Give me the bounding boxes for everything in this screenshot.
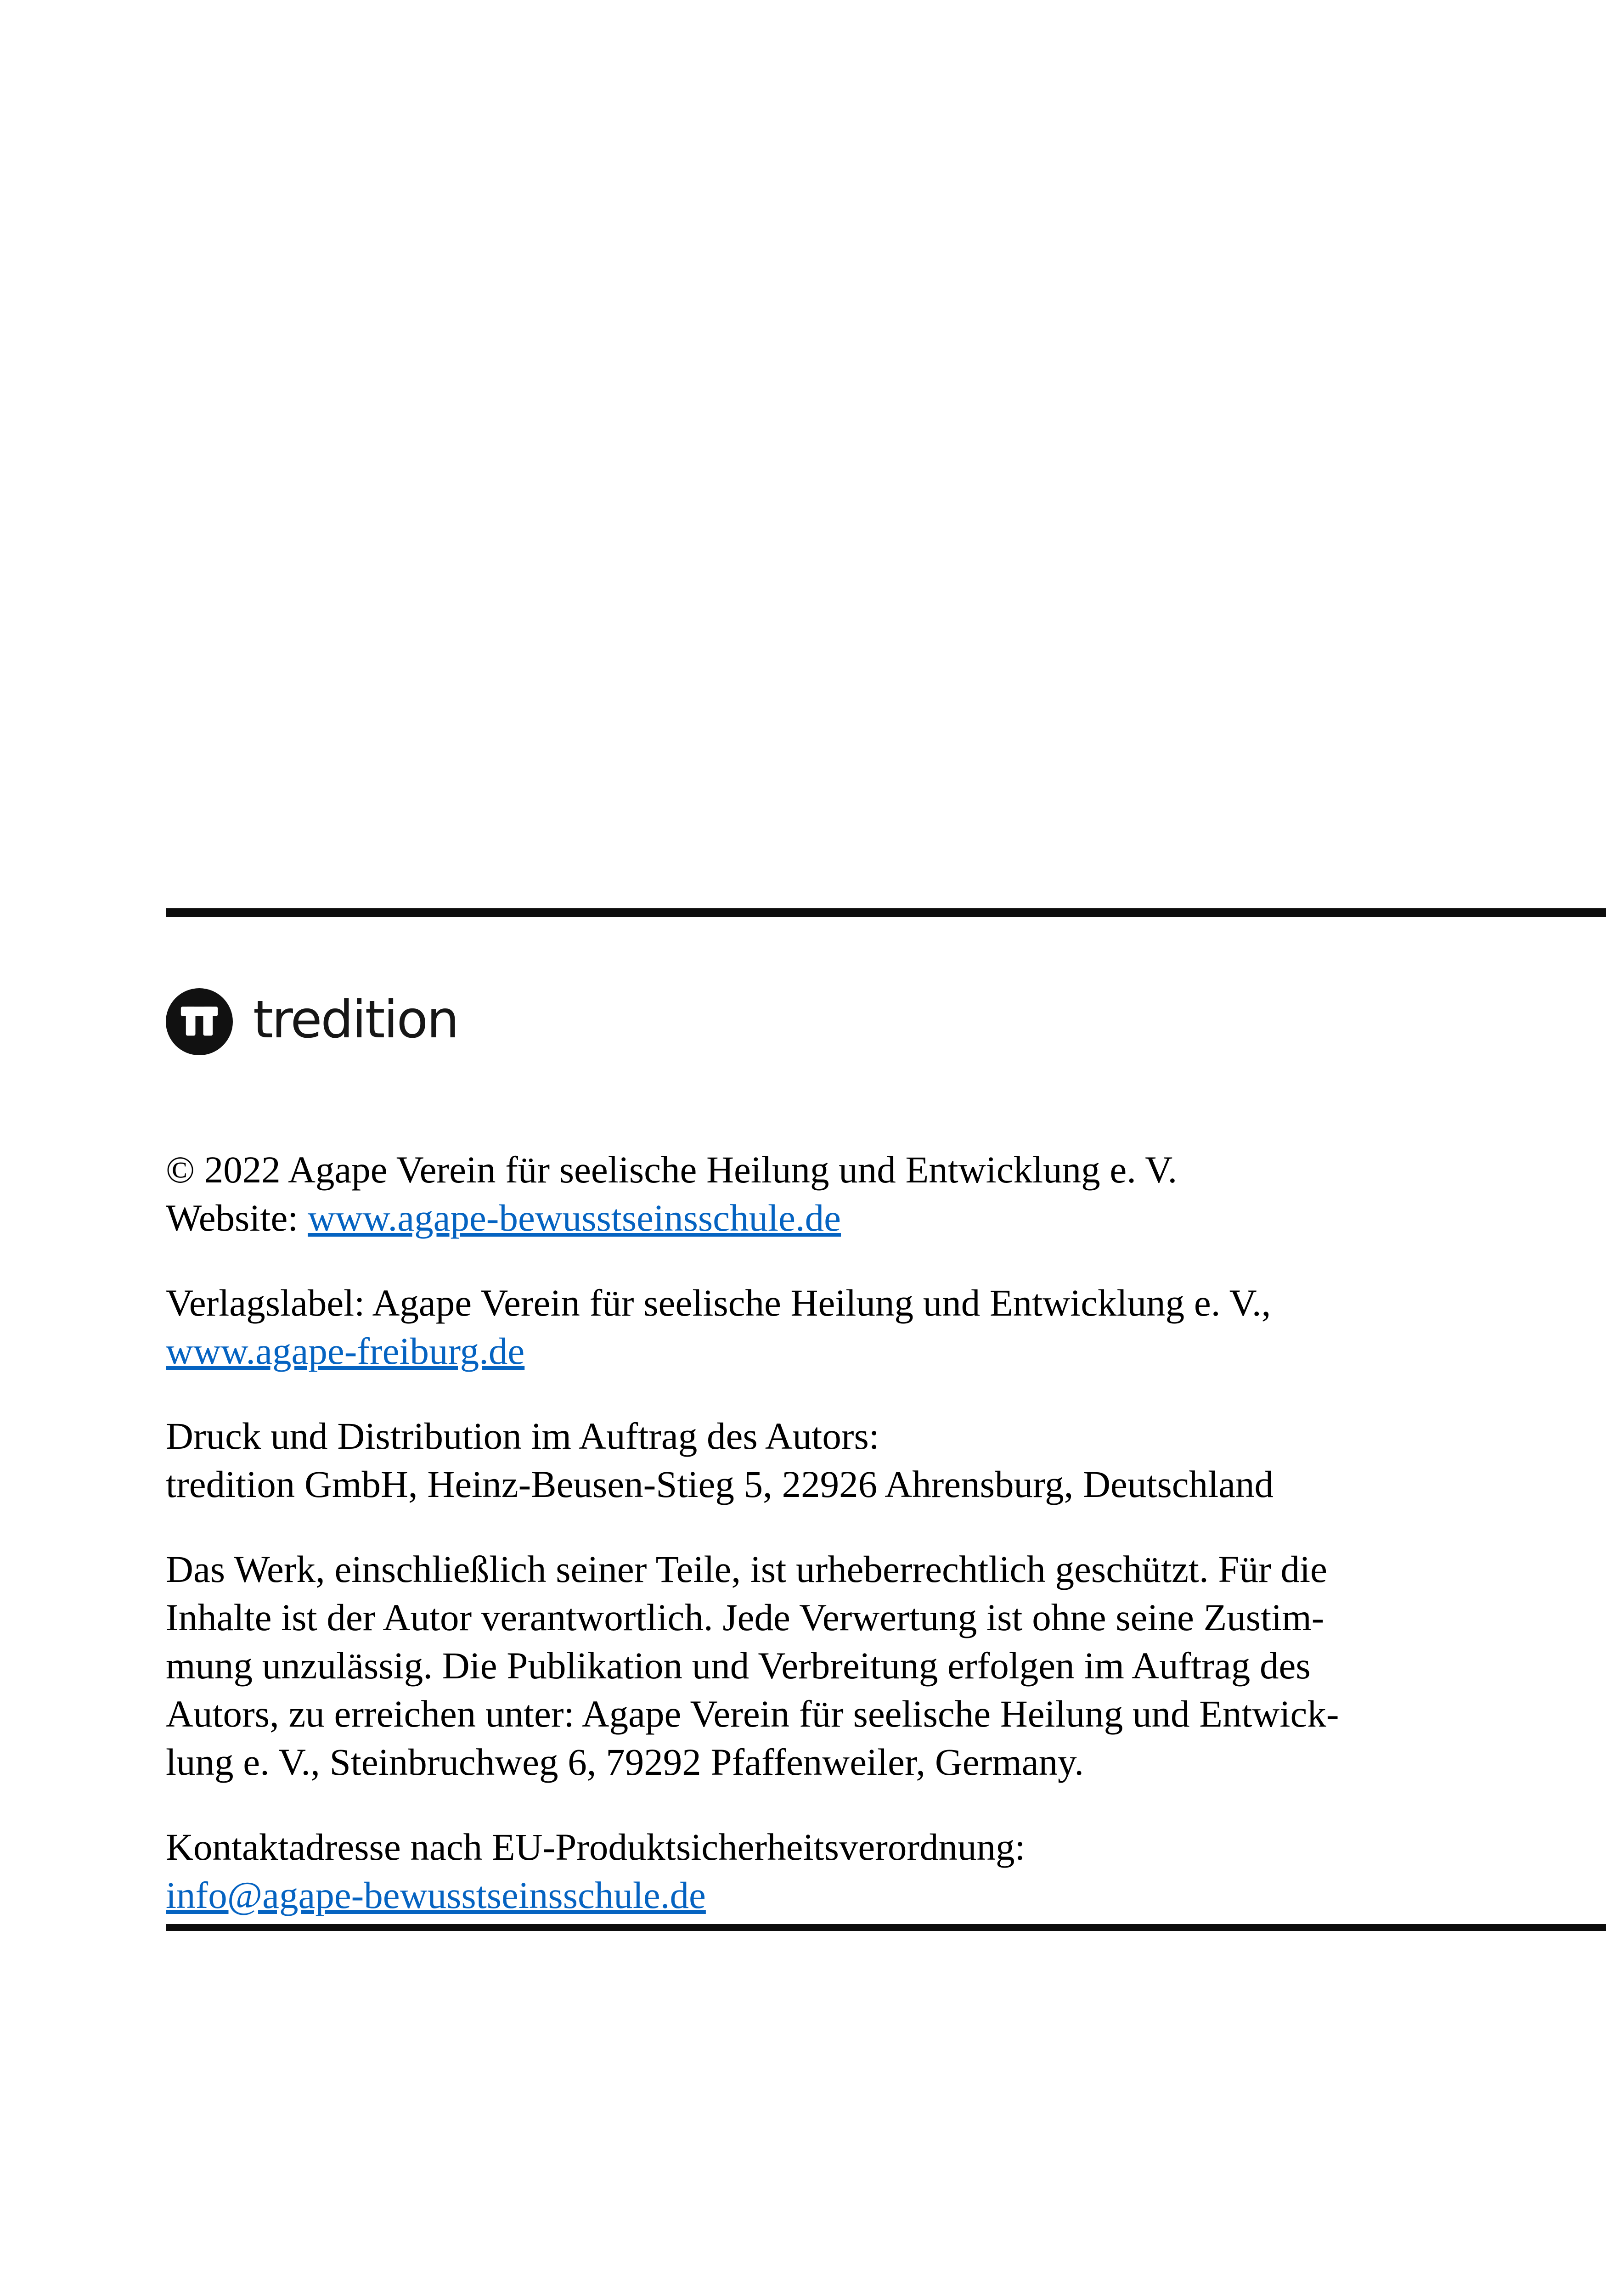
website-line [166,1194,1578,1242]
publisher-logo [166,987,1606,1056]
contact-link-line [166,1871,1578,1919]
website-label: Website: [166,1197,308,1239]
print-distribution-paragraph [166,1412,1578,1508]
contact-email-link[interactable]: info@agape-bewusstseinsschule.de [166,1874,706,1916]
rights-paragraph [166,1545,1578,1786]
publisher-label-line: Verlagslabel: Agape Verein für seelische Heilung und Entwicklung e. V., [166,1282,1271,1324]
print-distribution-line2: tredition GmbH, Heinz-Beusen-Stieg 5, 22926 Ahrensburg, Deutschland [166,1463,1274,1505]
bottom-divider [166,1924,1606,1931]
publisher-wordmark: tredition [253,990,458,1050]
rights-line: Das Werk, einschließlich seiner Teile, ist urheberrechtlich geschützt. Für die [166,1548,1327,1590]
imprint-text [166,1146,1606,1919]
rights-line: lung e. V., Steinbruchweg 6, 79292 Pfaffenweiler, Germany. [166,1741,1084,1783]
rights-line: mung unzulässig. Die Publikation und Verbreitung erfolgen im Auftrag des [166,1644,1311,1687]
rights-line: Inhalte ist der Autor verantwortlich. Jede Verwertung ist ohne seine Zustim- [166,1596,1324,1638]
publisher-link[interactable]: www.agape-freiburg.de [166,1330,525,1372]
rights-line: Autors, zu erreichen unter: Agape Verein für seelische Heilung und Entwick- [166,1693,1339,1735]
top-divider [166,908,1606,917]
imprint-page [0,908,1606,1931]
website-link[interactable]: www.agape-bewusstseinsschule.de [308,1197,841,1239]
contact-line: Kontaktadresse nach EU-Produktsicherheitsverordnung: [166,1826,1026,1868]
copyright-paragraph [166,1146,1578,1242]
copyright-line: © 2022 Agape Verein für seelische Heilung und Entwicklung e. V. [166,1148,1178,1191]
tredition-logo-icon [166,988,233,1055]
print-distribution-line1: Druck und Distribution im Auftrag des Autors: [166,1415,879,1457]
publisher-label-paragraph [166,1279,1578,1375]
publisher-link-line [166,1327,1578,1375]
contact-paragraph [166,1823,1578,1919]
